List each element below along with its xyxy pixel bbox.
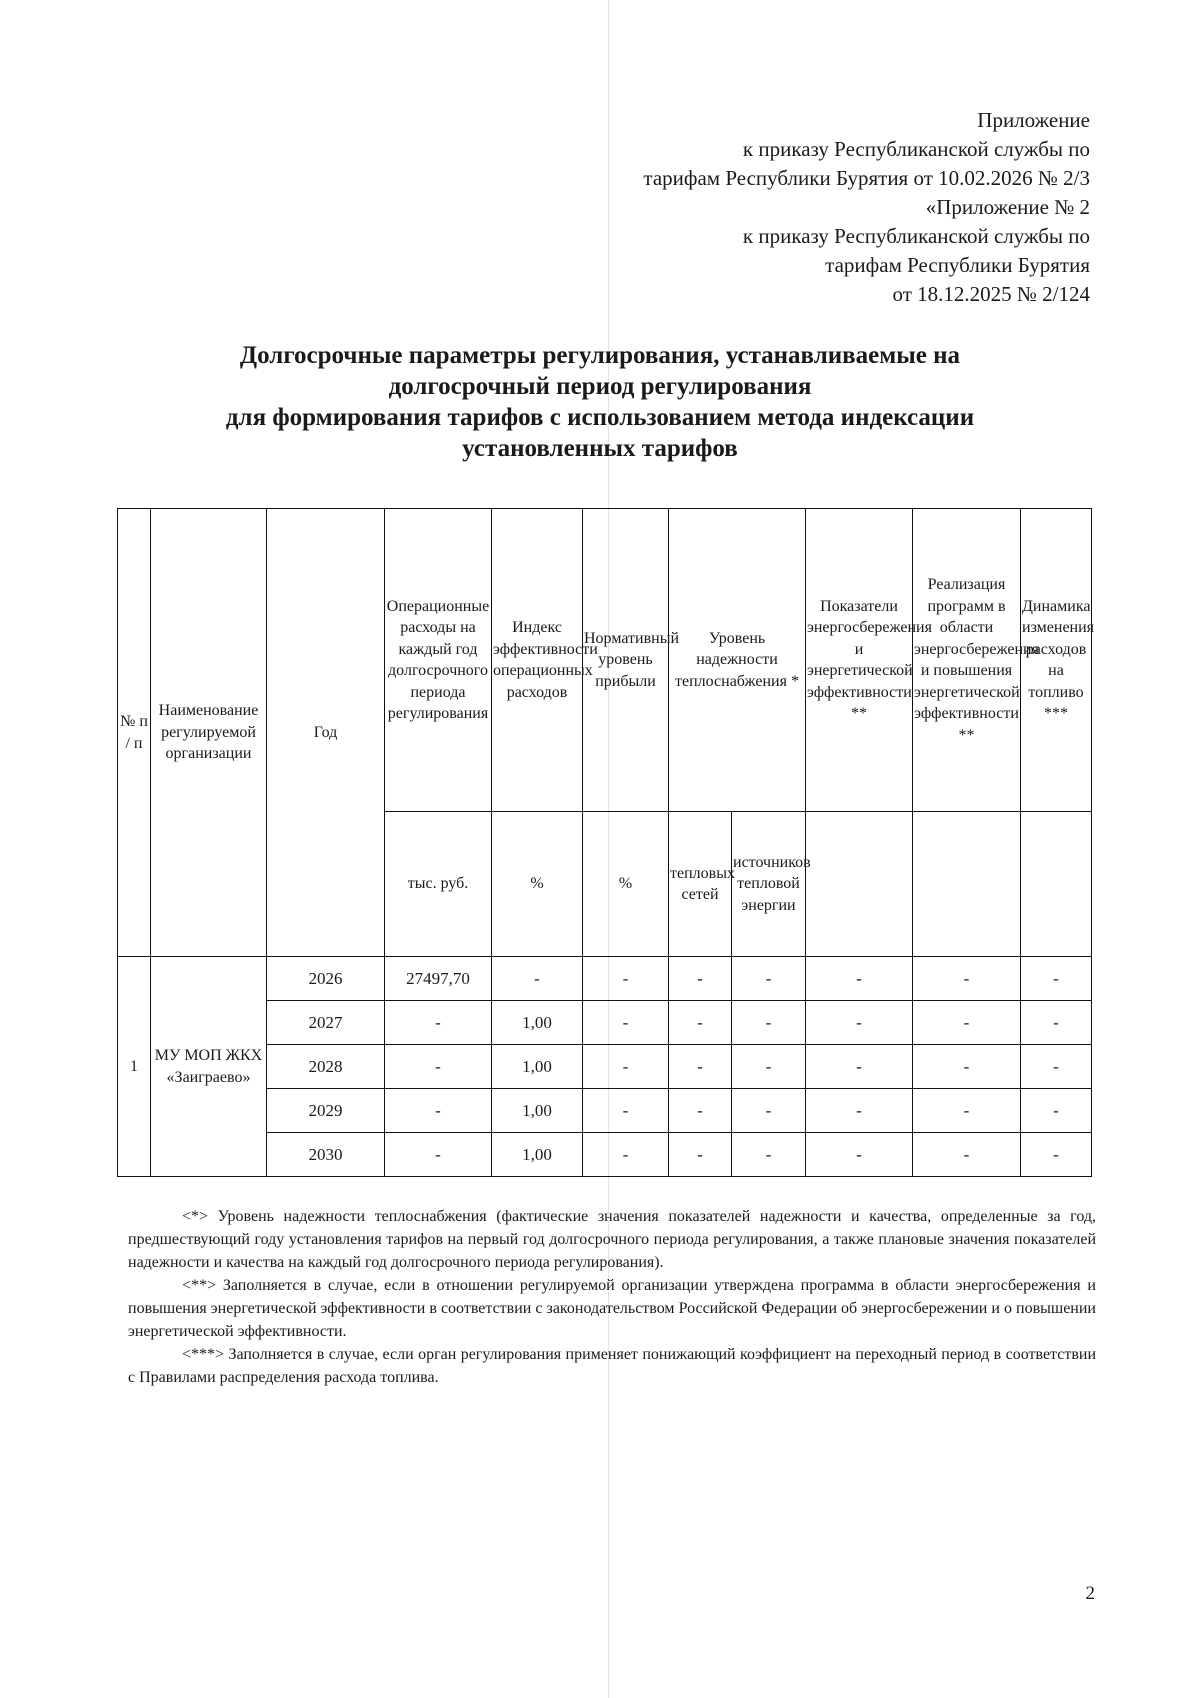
document-title — [120, 340, 1080, 464]
cell-sources: - — [732, 1045, 806, 1089]
cell-networks: - — [669, 957, 732, 1001]
unit-networks: тепловых сетей — [669, 812, 732, 957]
header-line: тарифам Республики Бурятия — [825, 253, 1090, 277]
cell-sources: - — [732, 957, 806, 1001]
header-reliability: Уровень надежности теплоснабжения * — [669, 509, 806, 812]
footnote: <***> Заполняется в случае, если орган регулирования применяет понижающий коэффициент на переходный период в соответствии с Правилами распределения расхода топлива. — [128, 1346, 1096, 1386]
unit-profit: % — [583, 812, 669, 957]
title-line: установленных тарифов — [462, 435, 738, 462]
header-line: от 18.12.2025 № 2/124 — [892, 282, 1090, 306]
cell-index: 1,00 — [492, 1089, 583, 1133]
cell-index: - — [492, 957, 583, 1001]
cell-energy: - — [806, 1001, 913, 1045]
cell-index: 1,00 — [492, 1133, 583, 1177]
cell-year: 2028 — [267, 1045, 385, 1089]
cell-program: - — [913, 1089, 1021, 1133]
title-line: долгосрочный период регулирования — [388, 373, 812, 400]
cell-opex: - — [385, 1001, 492, 1045]
cell-fuel: - — [1021, 1045, 1092, 1089]
header-line: к приказу Республиканской службы по — [742, 137, 1090, 161]
cell-opex: 27497,70 — [385, 957, 492, 1001]
header-line: «Приложение № 2 — [925, 195, 1090, 219]
cell-fuel: - — [1021, 1133, 1092, 1177]
unit-empty — [806, 812, 913, 957]
cell-fuel: - — [1021, 1089, 1092, 1133]
cell-profit: - — [583, 1001, 669, 1045]
header-num: № п / п — [118, 509, 151, 957]
cell-year: 2030 — [267, 1133, 385, 1177]
header-organization: Наименование регулируемой организации — [151, 509, 267, 957]
cell-year: 2029 — [267, 1089, 385, 1133]
cell-index: 1,00 — [492, 1001, 583, 1045]
cell-profit: - — [583, 957, 669, 1001]
cell-opex: - — [385, 1045, 492, 1089]
page-number: 2 — [1085, 1583, 1095, 1604]
header-line: Приложение — [977, 108, 1090, 132]
cell-energy: - — [806, 1045, 913, 1089]
unit-index: % — [492, 812, 583, 957]
parameters-table — [117, 508, 1095, 1177]
cell-energy: - — [806, 1089, 913, 1133]
cell-sources: - — [732, 1001, 806, 1045]
appendix-header — [643, 106, 1090, 309]
cell-energy: - — [806, 957, 913, 1001]
header-line: к приказу Республиканской службы по — [742, 224, 1090, 248]
row-number: 1 — [118, 957, 151, 1177]
header-line: тарифам Республики Бурятия от 10.02.2026 № 2/3 — [643, 166, 1090, 190]
unit-opex: тыс. руб. — [385, 812, 492, 957]
cell-networks: - — [669, 1045, 732, 1089]
cell-program: - — [913, 1133, 1021, 1177]
cell-program: - — [913, 1001, 1021, 1045]
cell-year: 2026 — [267, 957, 385, 1001]
cell-profit: - — [583, 1045, 669, 1089]
cell-profit: - — [583, 1089, 669, 1133]
cell-fuel: - — [1021, 957, 1092, 1001]
cell-sources: - — [732, 1133, 806, 1177]
cell-program: - — [913, 1045, 1021, 1089]
cell-index: 1,00 — [492, 1045, 583, 1089]
title-line: Долгосрочные параметры регулирования, устанавливаемые на — [239, 342, 961, 369]
cell-year: 2027 — [267, 1001, 385, 1045]
cell-networks: - — [669, 1133, 732, 1177]
cell-sources: - — [732, 1089, 806, 1133]
footnote: <**> Заполняется в случае, если в отношении регулируемой организации утверждена программа в области энергосбережения и повышения энергетической эффективности в соответствии с законодательством Российской Федерации об энергосбережении и о повышении энергетической эффективности. — [128, 1277, 1096, 1340]
footnote: <*> Уровень надежности теплоснабжения (фактические значения показателей надежности и качества, определенные за год, предшествующий году установления тарифов на первый год долгосрочного периода регулирования, а также плановые значения показателей надежности и качества на каждый год долгосрочного периода регулирования). — [128, 1208, 1096, 1271]
header-program: Реализация программ в области энергосбережения и повышения энергетической эффективности ** — [913, 509, 1021, 812]
header-profit-level: Нормативный уровень прибыли — [583, 509, 669, 812]
table-row — [118, 957, 1092, 1001]
cell-networks: - — [669, 1089, 732, 1133]
header-efficiency-index: Индекс эффективности операционных расходов — [492, 509, 583, 812]
cell-profit: - — [583, 1133, 669, 1177]
unit-empty — [913, 812, 1021, 957]
header-year: Год — [267, 509, 385, 957]
cell-networks: - — [669, 1001, 732, 1045]
cell-opex: - — [385, 1133, 492, 1177]
unit-empty — [1021, 812, 1092, 957]
cell-program: - — [913, 957, 1021, 1001]
unit-sources: источников тепловой энергии — [732, 812, 806, 957]
header-energy-indicators: Показатели энергосбережения и энергетической эффективности ** — [806, 509, 913, 812]
table-header-row — [118, 509, 1092, 812]
organization-name: МУ МОП ЖКХ «Заиграево» — [151, 957, 267, 1177]
cell-fuel: - — [1021, 1001, 1092, 1045]
cell-energy: - — [806, 1133, 913, 1177]
cell-opex: - — [385, 1089, 492, 1133]
header-fuel-dynamics: Динамика изменения расходов на топливо *** — [1021, 509, 1092, 812]
footnotes — [128, 1205, 1096, 1389]
title-line: для формирования тарифов с использованием метода индексации — [225, 404, 975, 431]
header-opex: Операционные расходы на каждый год долгосрочного периода регулирования — [385, 509, 492, 812]
